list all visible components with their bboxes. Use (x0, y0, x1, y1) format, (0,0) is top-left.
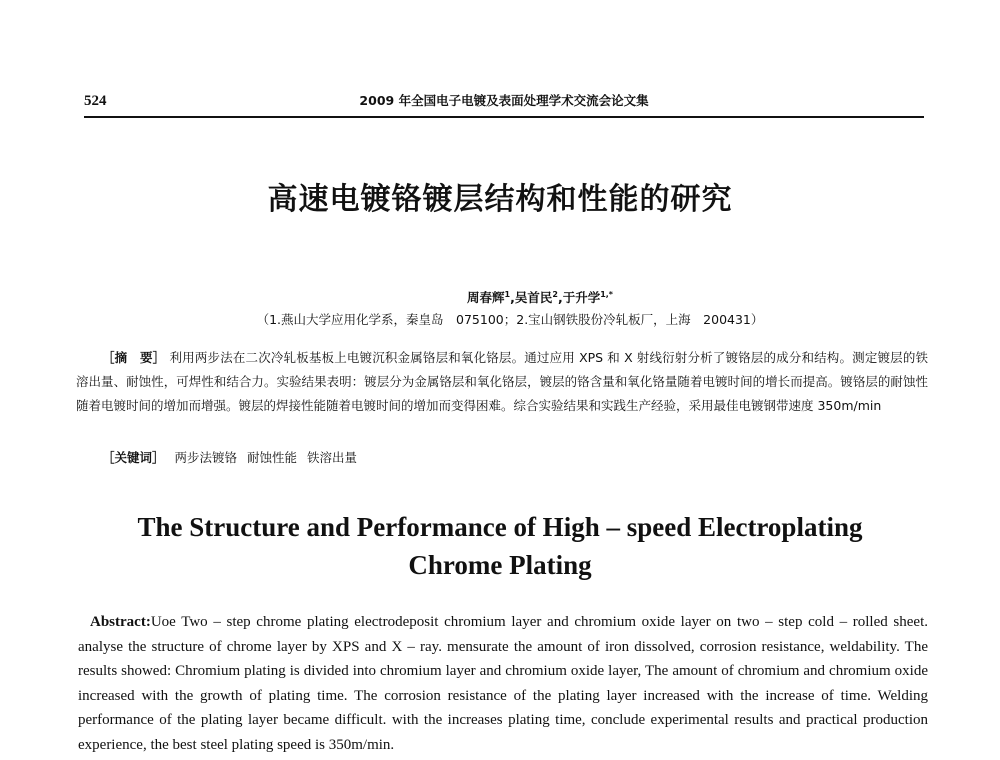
chinese-title: 高速电镀铬镀层结构和性能的研究 (267, 182, 733, 217)
english-abstract-label: Abstract: (90, 614, 151, 630)
author-affiliation-mark: 2 (552, 290, 558, 299)
author-list (0, 287, 1000, 306)
english-title (60, 508, 940, 584)
chinese-abstract-label: ［摘 要］ (102, 350, 166, 365)
author-affiliation-mark: 1,* (600, 290, 613, 299)
chinese-abstract (76, 346, 928, 418)
author-separator: , (557, 290, 563, 306)
keywords-label: ［关键词］ (102, 450, 165, 465)
chinese-abstract-text: 利用两步法在二次冷轧板基板上电镀沉积金属铬层和氧化铬层。通过应用 XPS 和 X 射线衍射分析了镀铬层的成分和结构。测定镀层的铁溶出量、耐蚀性，可焊性和结合力。实验结果表明：镀层分为金属铬层和氧化铬层，镀层的铬含量和氧化铬量随着电镀时间的增长而提高。镀铬层的耐蚀性随着电镀时间的增加而增强。镀层的焊接性能随着电镀时间的增加而变得困难。综合实验结果和实践生产经验，采用最佳电镀钢带速度 350m/min (76, 350, 928, 413)
chinese-keywords (102, 446, 357, 470)
author-name: 吴首民 (514, 290, 553, 306)
journal-title: 2009 年全国电子电镀及表面处理学术交流会论文集 (359, 93, 649, 108)
english-title-line: The Structure and Performance of High – speed Electroplating (137, 512, 863, 542)
author-name: 周春辉 (467, 290, 505, 306)
running-header (84, 92, 924, 118)
keyword: 耐蚀性能 (247, 450, 298, 465)
keyword: 两步法镀铬 (174, 450, 238, 465)
author-name: 于升学 (562, 290, 601, 306)
affiliation: （1.燕山大学应用化学系，秦皇岛 075100；2.宝山钢铁股份冷轧板厂，上海 200431） (256, 312, 764, 327)
keyword: 铁溶出量 (307, 450, 358, 465)
author-affiliation-mark: 1 (504, 290, 511, 299)
english-abstract (78, 610, 928, 757)
english-title-line: Chrome Plating (408, 550, 592, 580)
header-rule (84, 116, 924, 118)
english-abstract-text: Uoe Two – step chrome plating electrodeposit chromium layer and chromium oxide layer on two – step cold – rolled sheet. analyse the structure of chrome layer by XPS and X – ray. mensurate the amount of iron dissolved, corrosion resistance, weldability. The results showed: Chromium plating is divided into chromium layer and chromium oxide layer, The amount of chromium and chromium oxide increased with the growth of plating time. The corrosion resistance of the plating layer increased with the increase of time. Welding performance of the plating layer became difficult. with the increases plating time, conclude experimental results and practical production experience, the best steel plating speed is 350m/min. (78, 614, 928, 753)
page-number: 524 (84, 93, 107, 109)
author-separator: , (510, 290, 515, 306)
